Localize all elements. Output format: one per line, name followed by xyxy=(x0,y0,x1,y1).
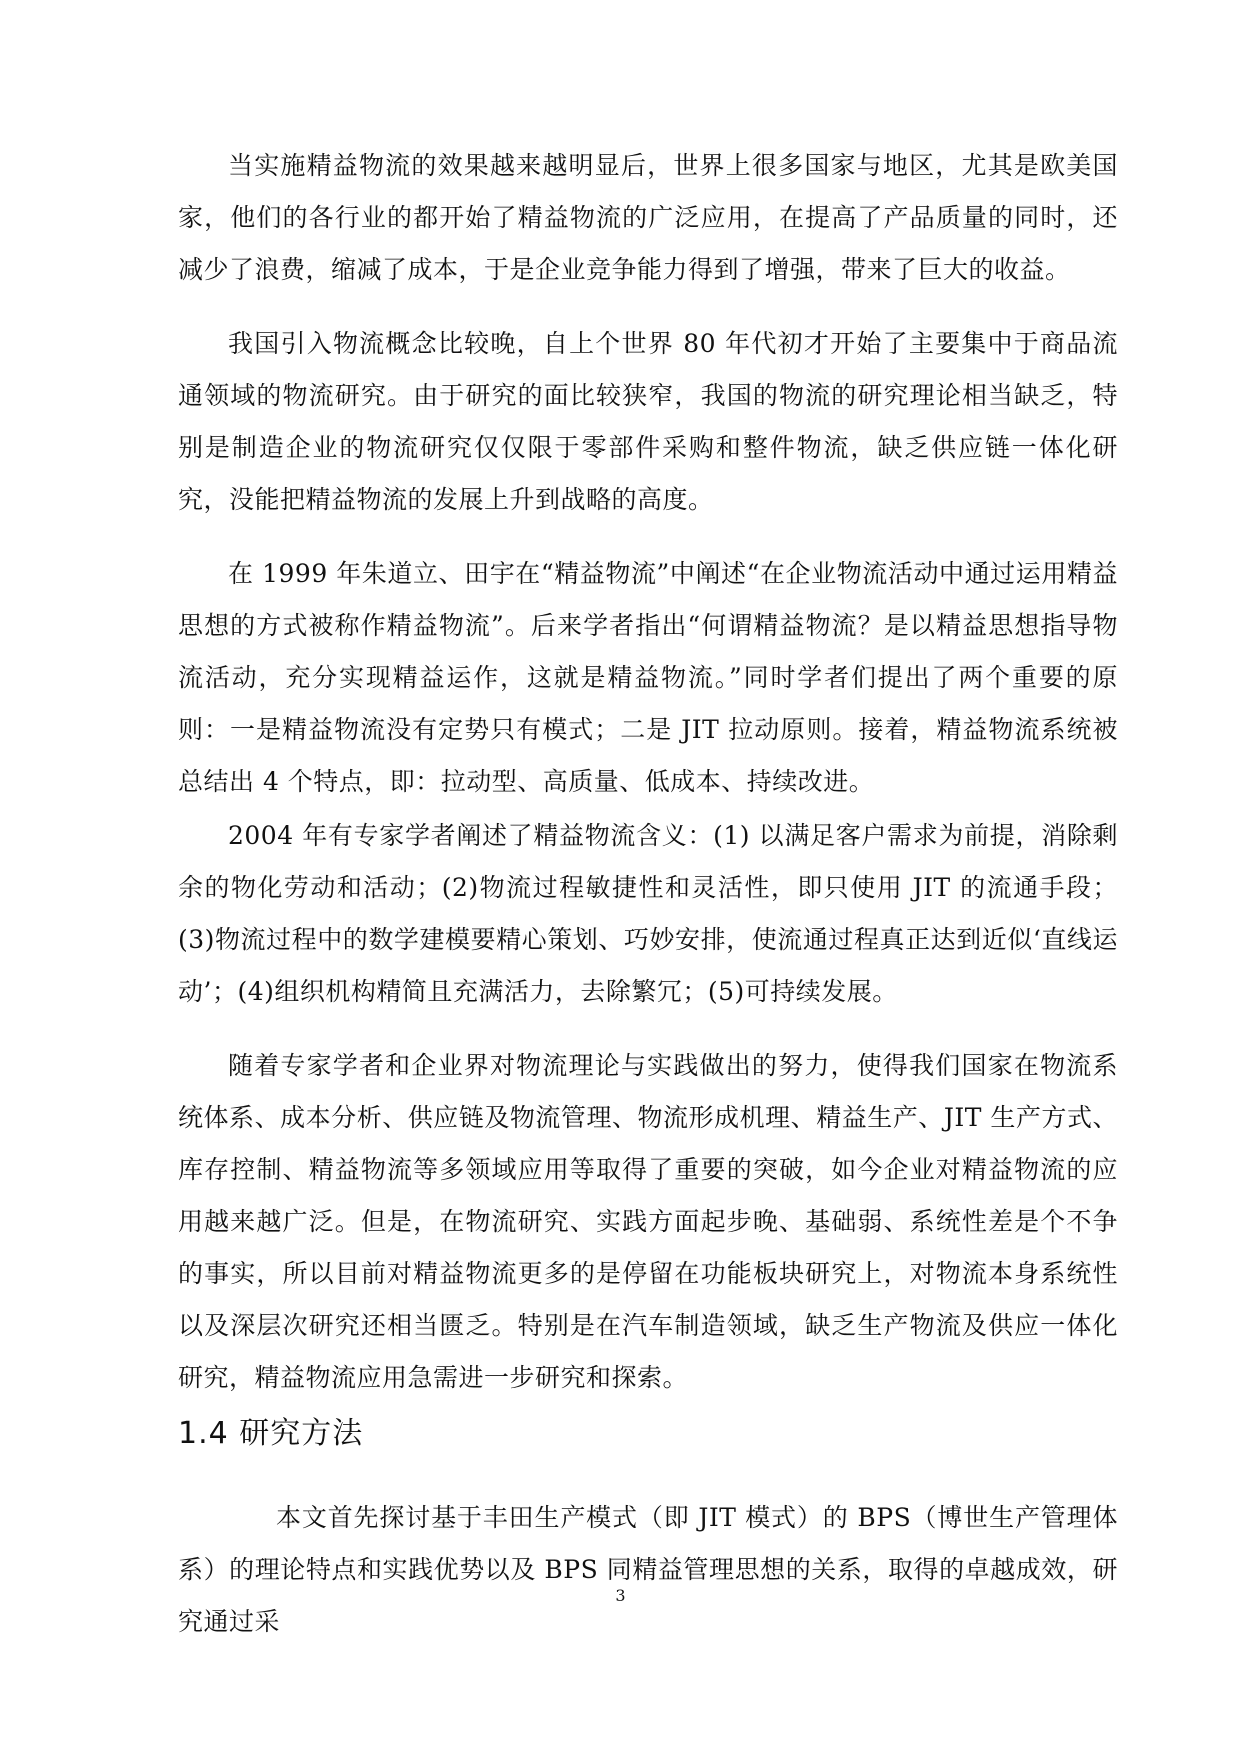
section-paragraph: 本文首先探讨基于丰田生产模式（即 JIT 模式）的 BPS（博世生产管理体系）的理论特点和实践优势以及 BPS 同精益管理思想的关系，取得的卓越成效，研究通过采 xyxy=(178,1503,1118,1636)
paragraph-3: 在 1999 年朱道立、田宇在“精益物流”中阐述“在企业物流活动中通过运用精益思想的方式被称作精益物流”。后来学者指出“何谓精益物流？是以精益思想指导物流活动，充分实现精益运作，这就是精益物流。”同时学者们提出了两个重要的原则：一是精益物流没有定势只有模式；二是 JIT 拉动原则。接着，精益物流系统被总结出 4 个特点，即：拉动型、高质量、低成本、持续改进。 xyxy=(178,559,1118,796)
section-heading: 1.4 研究方法 xyxy=(178,1416,364,1451)
page-number: 3 xyxy=(615,1586,626,1605)
paragraph-2: 我国引入物流概念比较晚，自上个世界 80 年代初才开始了主要集中于商品流通领域的物流研究。由于研究的面比较狭窄，我国的物流的研究理论相当缺乏，特别是制造企业的物流研究仅仅限于零部件采购和整件物流，缺乏供应链一体化研究，没能把精益物流的发展上升到战略的高度。 xyxy=(178,329,1118,514)
paragraph-5: 随着专家学者和企业界对物流理论与实践做出的努力，使得我们国家在物流系统体系、成本分析、供应链及物流管理、物流形成机理、精益生产、JIT 生产方式、库存控制、精益物流等多领域应用等取得了重要的突破，如今企业对精益物流的应用越来越广泛。但是，在物流研究、实践方面起步晚、基础弱、系统性差是个不争的事实，所以目前对精益物流更多的是停留在功能板块研究上，对物流本身系统性以及深层次研究还相当匮乏。特别是在汽车制造领域，缺乏生产物流及供应一体化研究，精益物流应用急需进一步研究和探索。 xyxy=(178,1051,1118,1392)
paragraph-4: 2004 年有专家学者阐述了精益物流含义：(1) 以满足客户需求为前提，消除剩余的物化劳动和活动；(2)物流过程敏捷性和灵活性，即只使用 JIT 的流通手段；(3)物流过程中的数学建模要精心策划、巧妙安排，使流通过程真正达到近似‘直线运动’；(4)组织机构精简且充满活力，去除繁冗；(5)可持续发展。 xyxy=(178,821,1118,1006)
paragraph-1: 当实施精益物流的效果越来越明显后，世界上很多国家与地区，尤其是欧美国家，他们的各行业的都开始了精益物流的广泛应用，在提高了产品质量的同时，还减少了浪费，缩减了成本，于是企业竞争能力得到了增强，带来了巨大的收益。 xyxy=(178,151,1118,284)
